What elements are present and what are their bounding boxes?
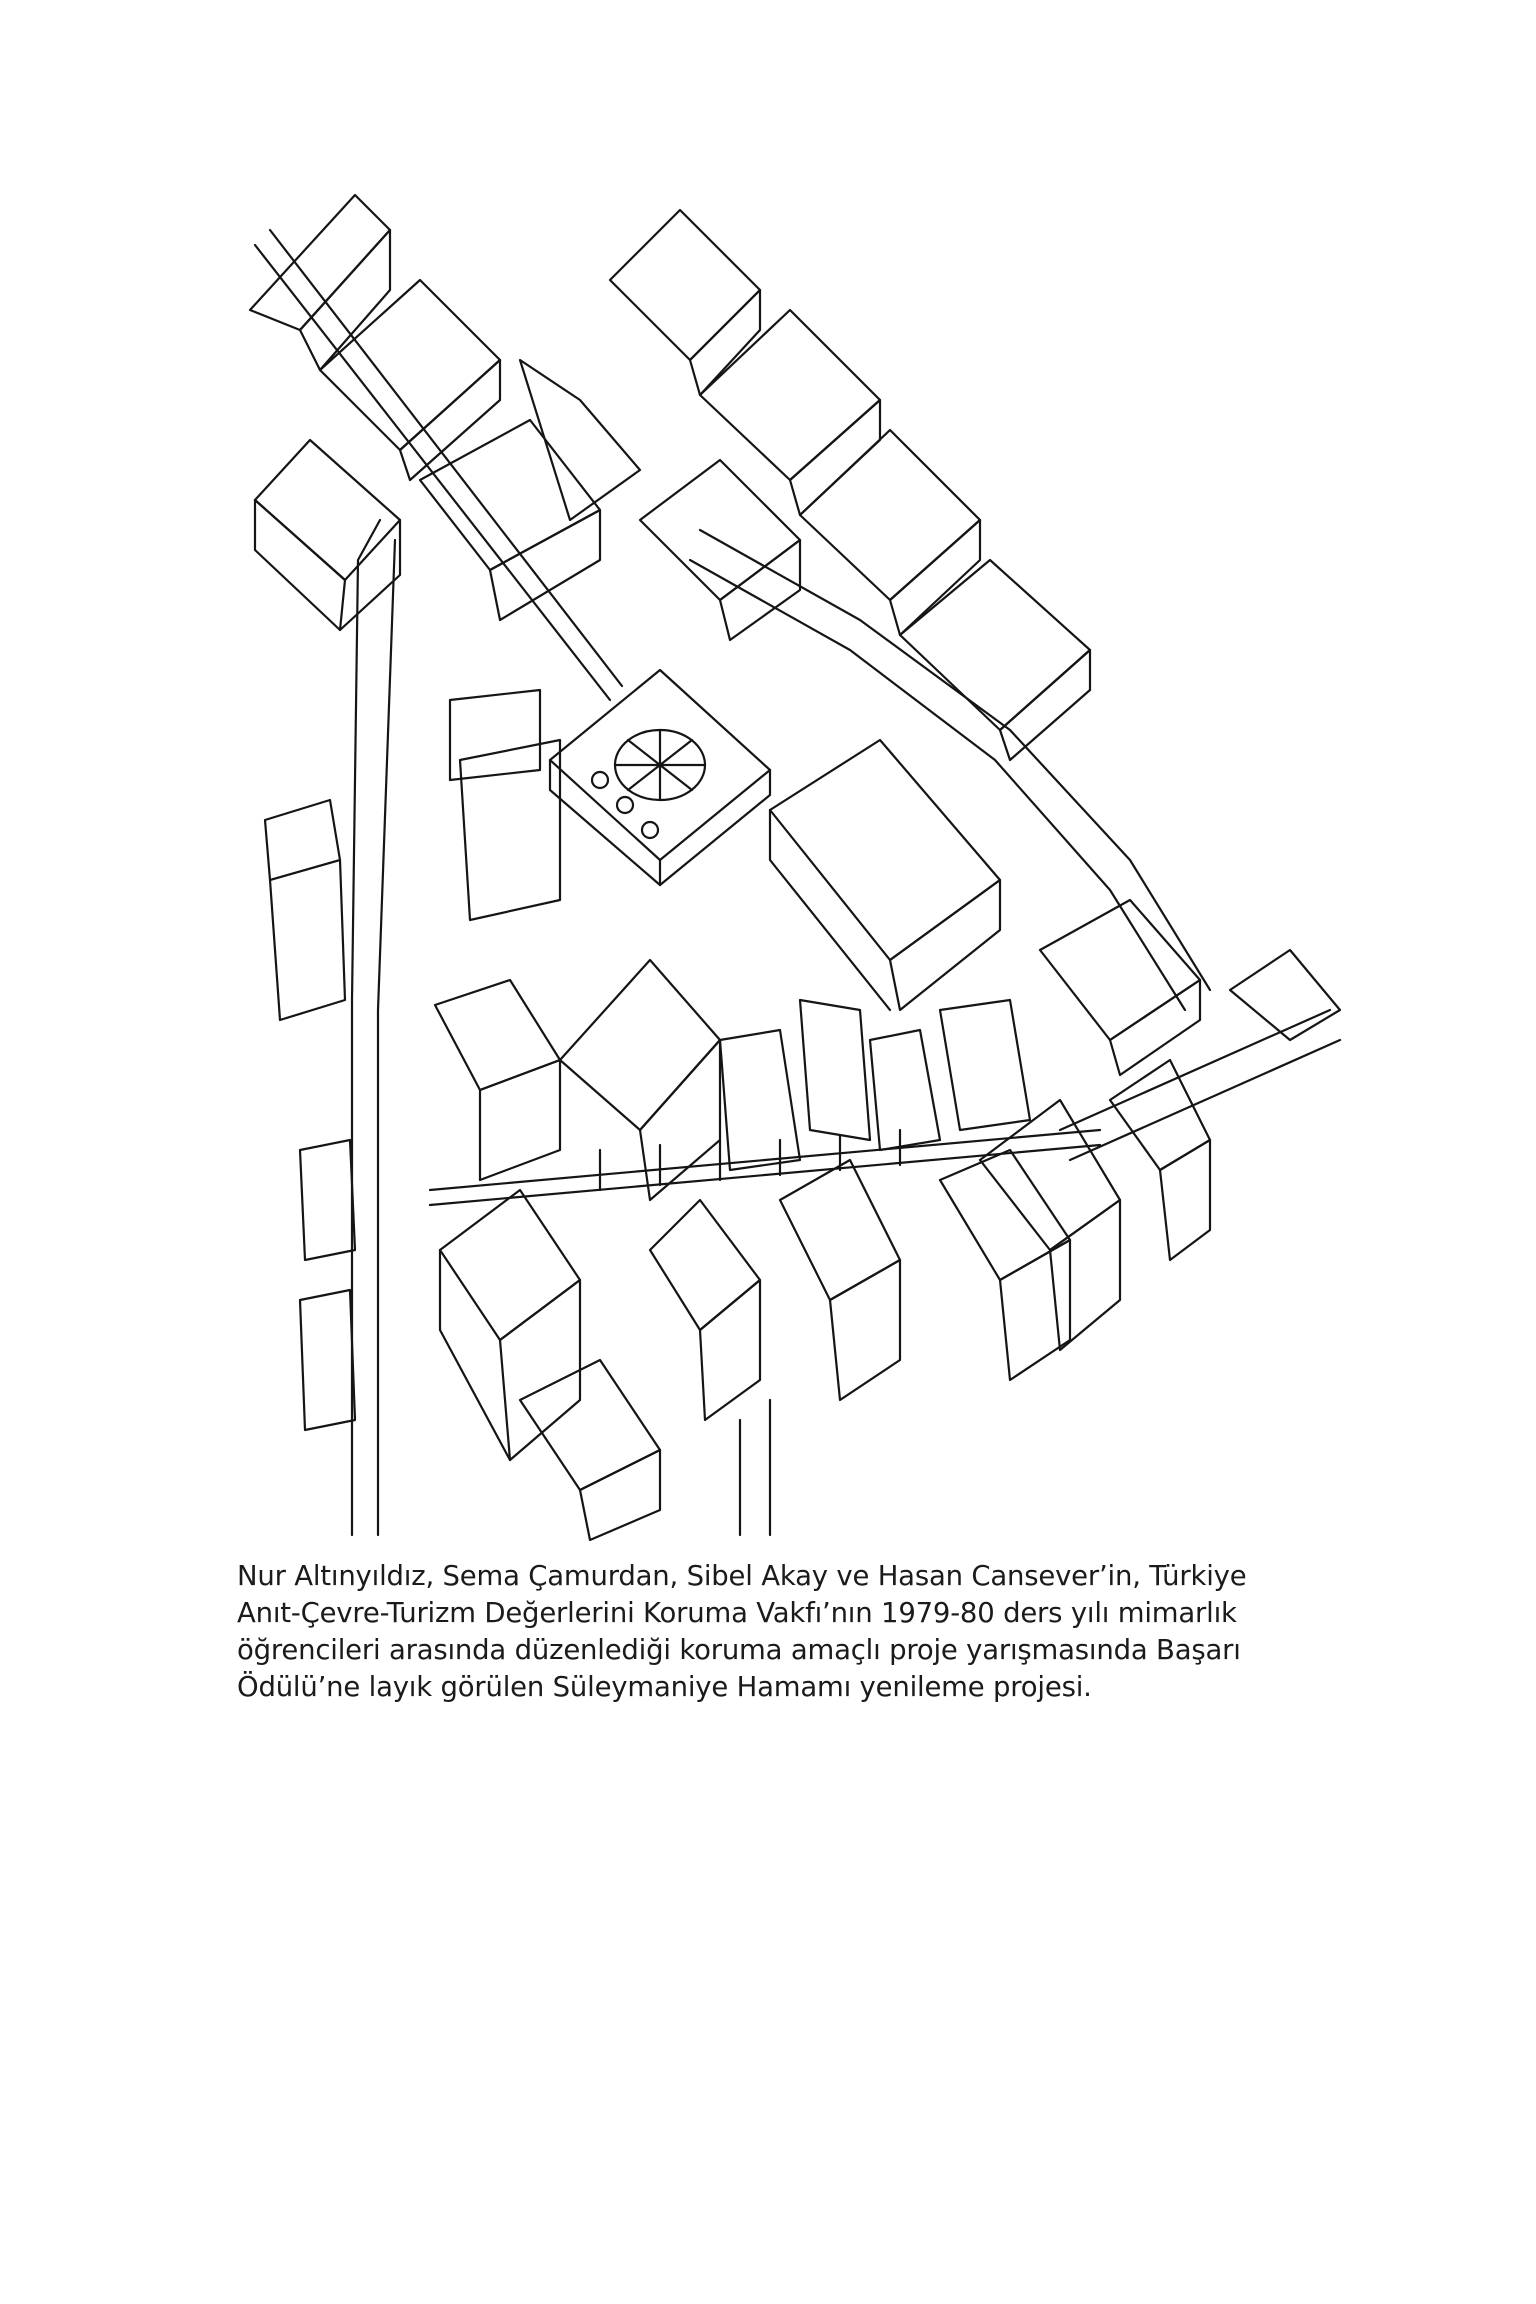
caption-line: Anıt-Çevre-Turizm Değerlerini Koruma Vakfı’nın 1979-80 ders yılı mimarlık: [237, 1597, 1237, 1629]
hammam-dome: [550, 670, 770, 885]
building-cluster-bottom: [440, 1150, 1070, 1540]
caption-line: Nur Altınyıldız, Sema Çamurdan, Sibel Akay ve Hasan Cansever’in, Türkiye: [237, 1560, 1247, 1592]
building-cluster-top-left: [250, 195, 500, 630]
caption-line: öğrencileri arasında düzenlediği koruma amaçlı proje yarışmasında Başarı: [237, 1634, 1241, 1666]
right-blocks: [770, 740, 1340, 1075]
central-blocks: [420, 360, 800, 920]
figure-caption: [237, 1558, 1317, 1706]
left-edge-buildings: [265, 800, 355, 1430]
facade-row: [430, 960, 1100, 1205]
street-lines: [255, 230, 1340, 1535]
building-row-top-right: [610, 210, 1090, 760]
right-bottom-buildings: [980, 1060, 1210, 1350]
caption-line: Ödülü’ne layık görülen Süleymaniye Hamamı yenileme projesi.: [237, 1671, 1092, 1703]
